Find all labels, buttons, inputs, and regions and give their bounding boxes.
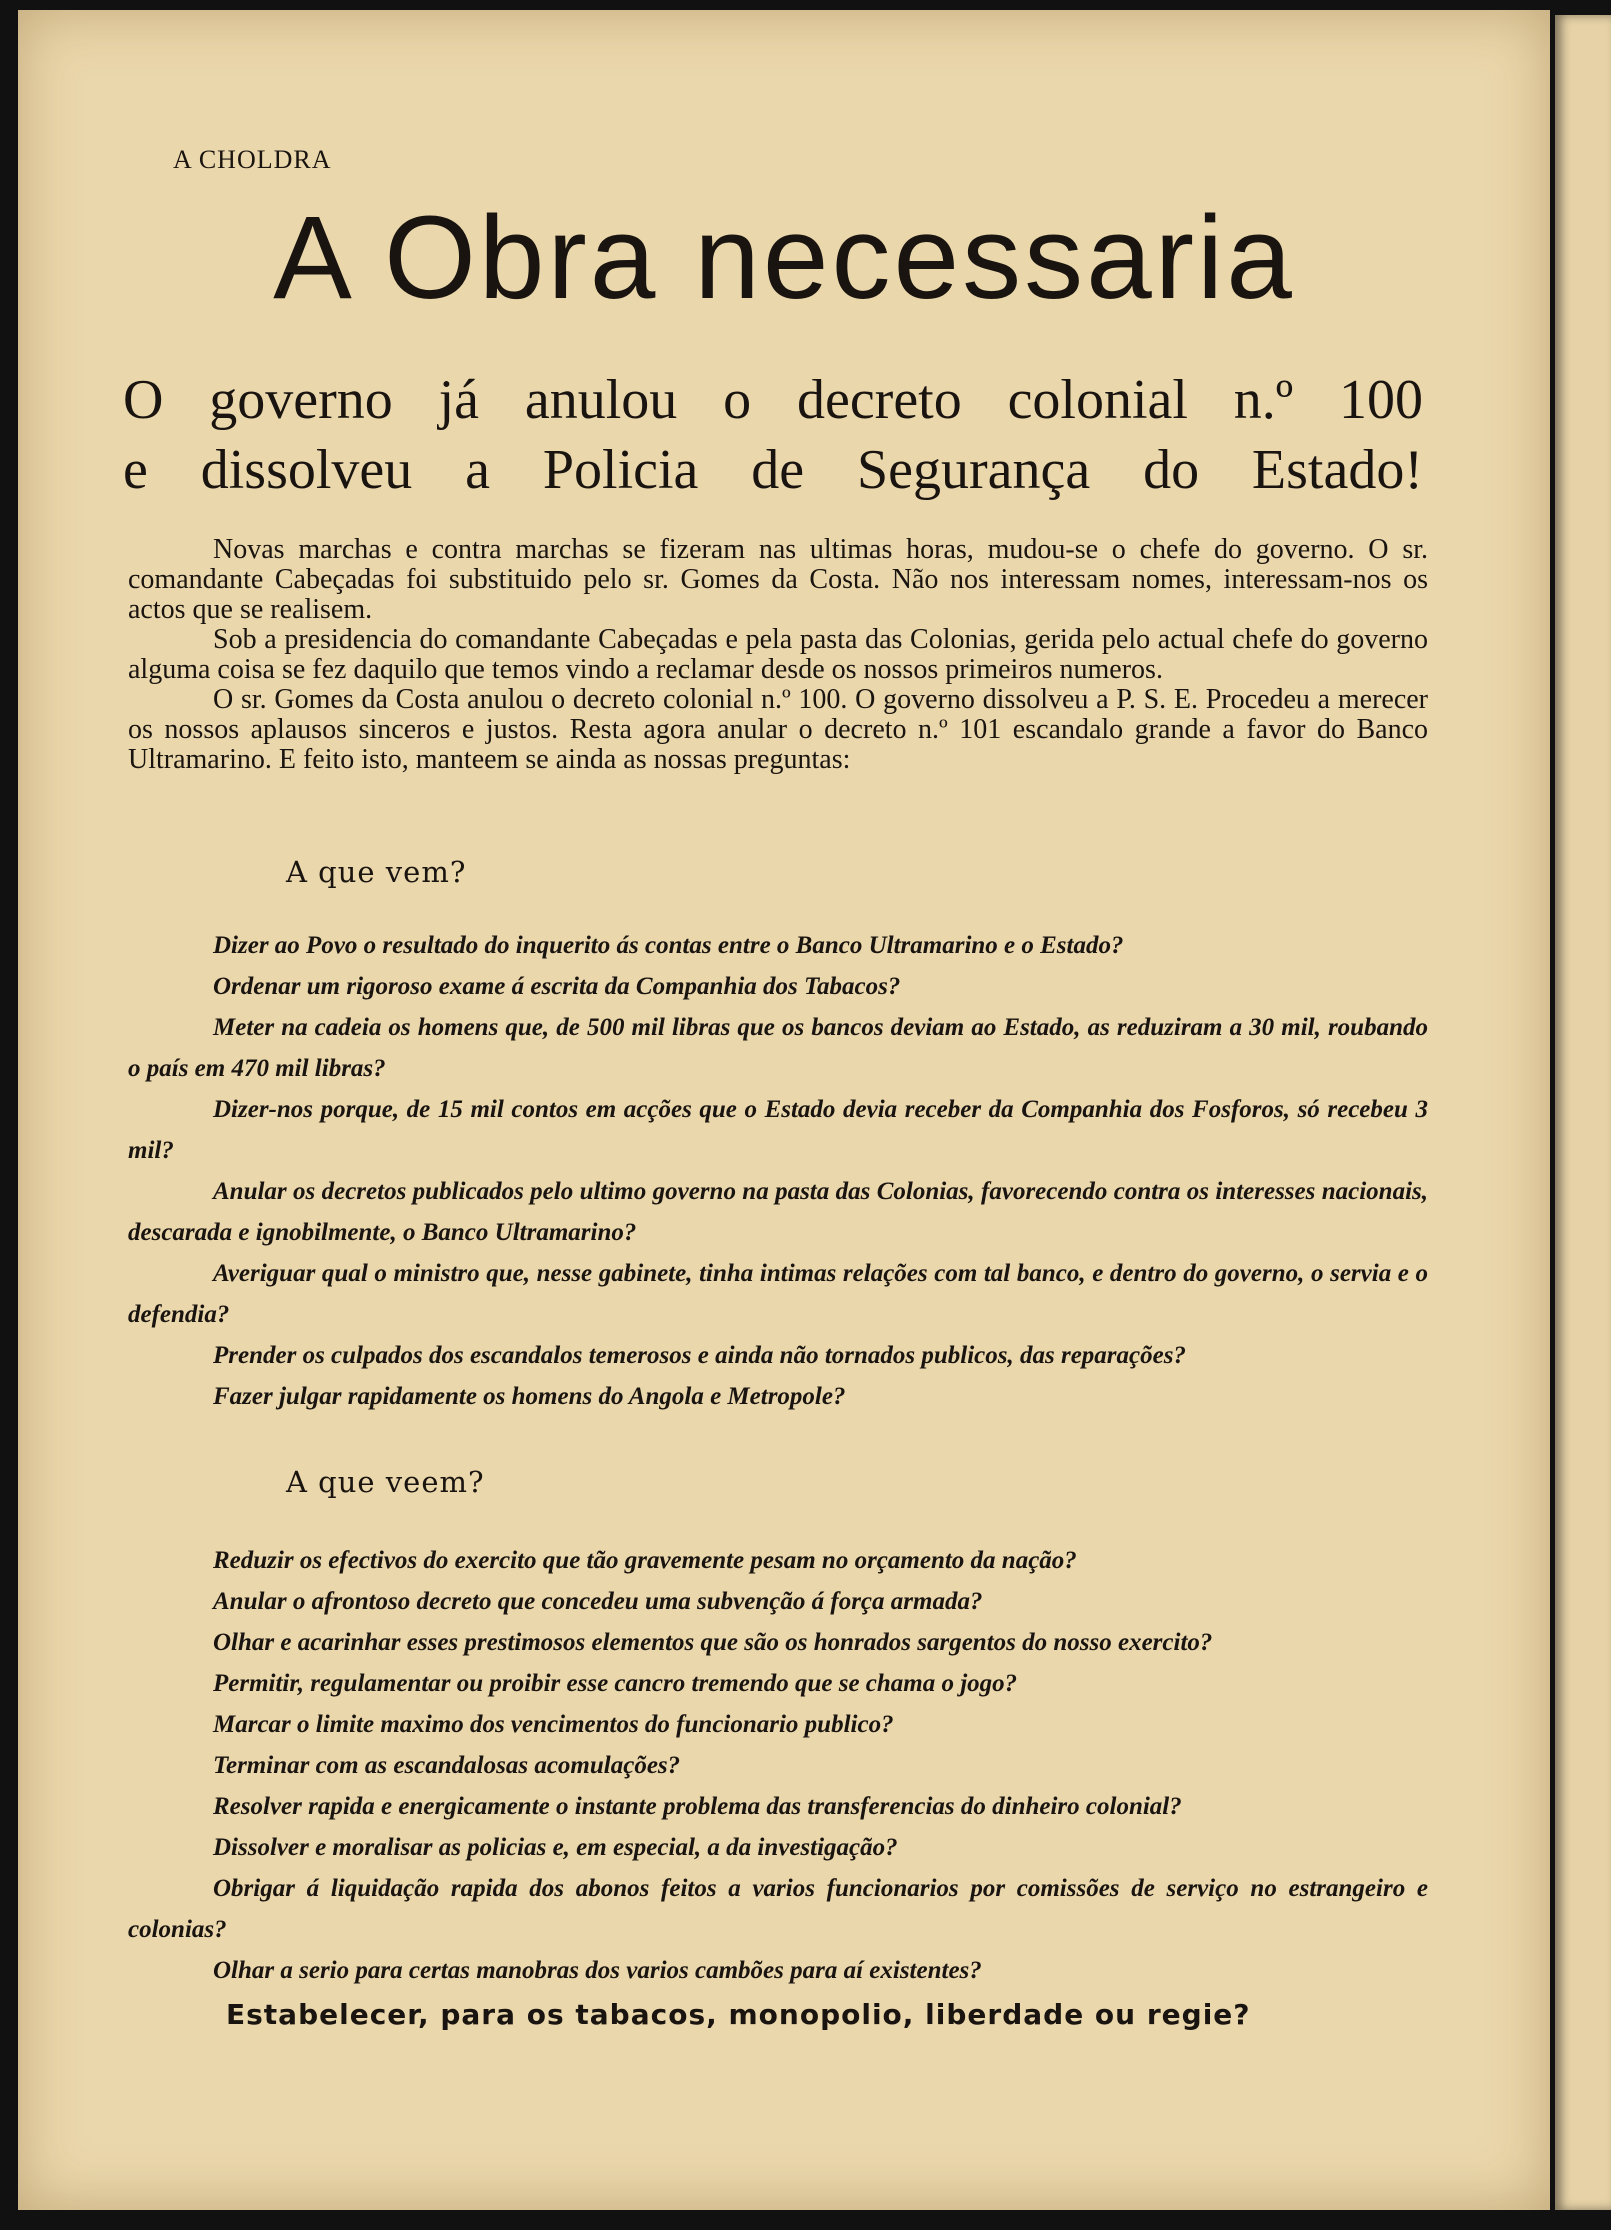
section-heading-a-que-vem: A que vem? (286, 855, 467, 889)
question-item: Olhar a serio para certas manobras dos varios cambões para aí existentes? (213, 1957, 982, 1984)
question-item: Resolver rapida e energicamente o instante problema das transferencias do dinheiro colonial? (213, 1793, 1182, 1820)
article-title: A Obra necessaria (273, 192, 1295, 324)
question-item: Dissolver e moralisar as policias e, em especial, a da investigação? (213, 1834, 898, 1861)
question-item: Dizer-nos porque, de 15 mil contos em acções que o Estado devia receber da Companhia dos Fosforos, só recebeu 3 mil? (128, 1096, 1428, 1164)
body-paragraph: O sr. Gomes da Costa anulou o decreto colonial n.º 100. O governo dissolveu a P. S. E. Procedeu a merecer os nossos aplausos sinceros e justos. Resta agora anular o decreto n.º 101 escandalo grande a favor do Banco Ultramarino. E feito isto, manteem se ainda as nossas preguntas: (128, 684, 1428, 775)
question-item: Averiguar qual o ministro que, nesse gabinete, tinha intimas relações com tal banco, e dentro do governo, o servia e o defendia? (128, 1260, 1428, 1328)
article-headline (123, 365, 1423, 505)
question-item: Meter na cadeia os homens que, de 500 mil libras que os bancos deviam ao Estado, as reduziram a 30 mil, roubando o país em 470 mil libras? (128, 1014, 1428, 1082)
final-question: Estabelecer, para os tabacos, monopolio, liberdade ou regie? (226, 1998, 1251, 2031)
question-list-2 (128, 1540, 1428, 1991)
question-item: Dizer ao Povo o resultado do inquerito ás contas entre o Banco Ultramarino e o Estado? (213, 932, 1124, 959)
question-item: Anular o afrontoso decreto que concedeu uma subvenção á força armada? (213, 1588, 983, 1615)
question-item: Terminar com as escandalosas acomulações? (213, 1752, 681, 1779)
question-item: Olhar e acarinhar esses prestimosos elementos que são os honrados sargentos do nosso exercito? (213, 1629, 1213, 1656)
adjacent-page-edge (1555, 15, 1611, 2210)
headline-line: O governo já anulou o decreto colonial n.º 100 (123, 369, 1423, 431)
document-page (18, 10, 1550, 2210)
question-item: Fazer julgar rapidamente os homens do Angola e Metropole? (213, 1383, 846, 1410)
question-item: Prender os culpados dos escandalos temerosos e ainda não tornados publicos, das reparações? (213, 1342, 1186, 1369)
section-heading-a-que-veem: A que veem? (286, 1465, 485, 1499)
publication-header: A CHOLDRA (173, 145, 332, 174)
question-item: Ordenar um rigoroso exame á escrita da Companhia dos Tabacos? (213, 973, 901, 1000)
question-item: Marcar o limite maximo dos vencimentos do funcionario publico? (213, 1711, 894, 1738)
question-item: Anular os decretos publicados pelo ultimo governo na pasta das Colonias, favorecendo contra os interesses nacionais, descarada e ignobilmente, o Banco Ultramarino? (128, 1178, 1428, 1246)
body-paragraph: Sob a presidencia do comandante Cabeçadas e pela pasta das Colonias, gerida pelo actual chefe do governo alguma coisa se fez daquilo que temos vindo a reclamar desde os nossos primeiros numeros. (128, 624, 1428, 685)
question-list-1 (128, 925, 1428, 1417)
question-item: Permitir, regulamentar ou proibir esse cancro tremendo que se chama o jogo? (213, 1670, 1018, 1697)
article-body (128, 535, 1428, 775)
question-item: Obrigar á liquidação rapida dos abonos feitos a varios funcionarios por comissões de serviço no estrangeiro e colonias? (128, 1875, 1428, 1943)
body-paragraph: Novas marchas e contra marchas se fizeram nas ultimas horas, mudou-se o chefe do governo. O sr. comandante Cabeçadas foi substituido pelo sr. Gomes da Costa. Não nos interessam nomes, interessam-nos os actos que se realisem. (128, 534, 1428, 625)
headline-line: e dissolveu a Policia de Segurança do Estado! (123, 439, 1423, 501)
question-item: Reduzir os efectivos do exercito que tão gravemente pesam no orçamento da nação? (213, 1547, 1077, 1574)
